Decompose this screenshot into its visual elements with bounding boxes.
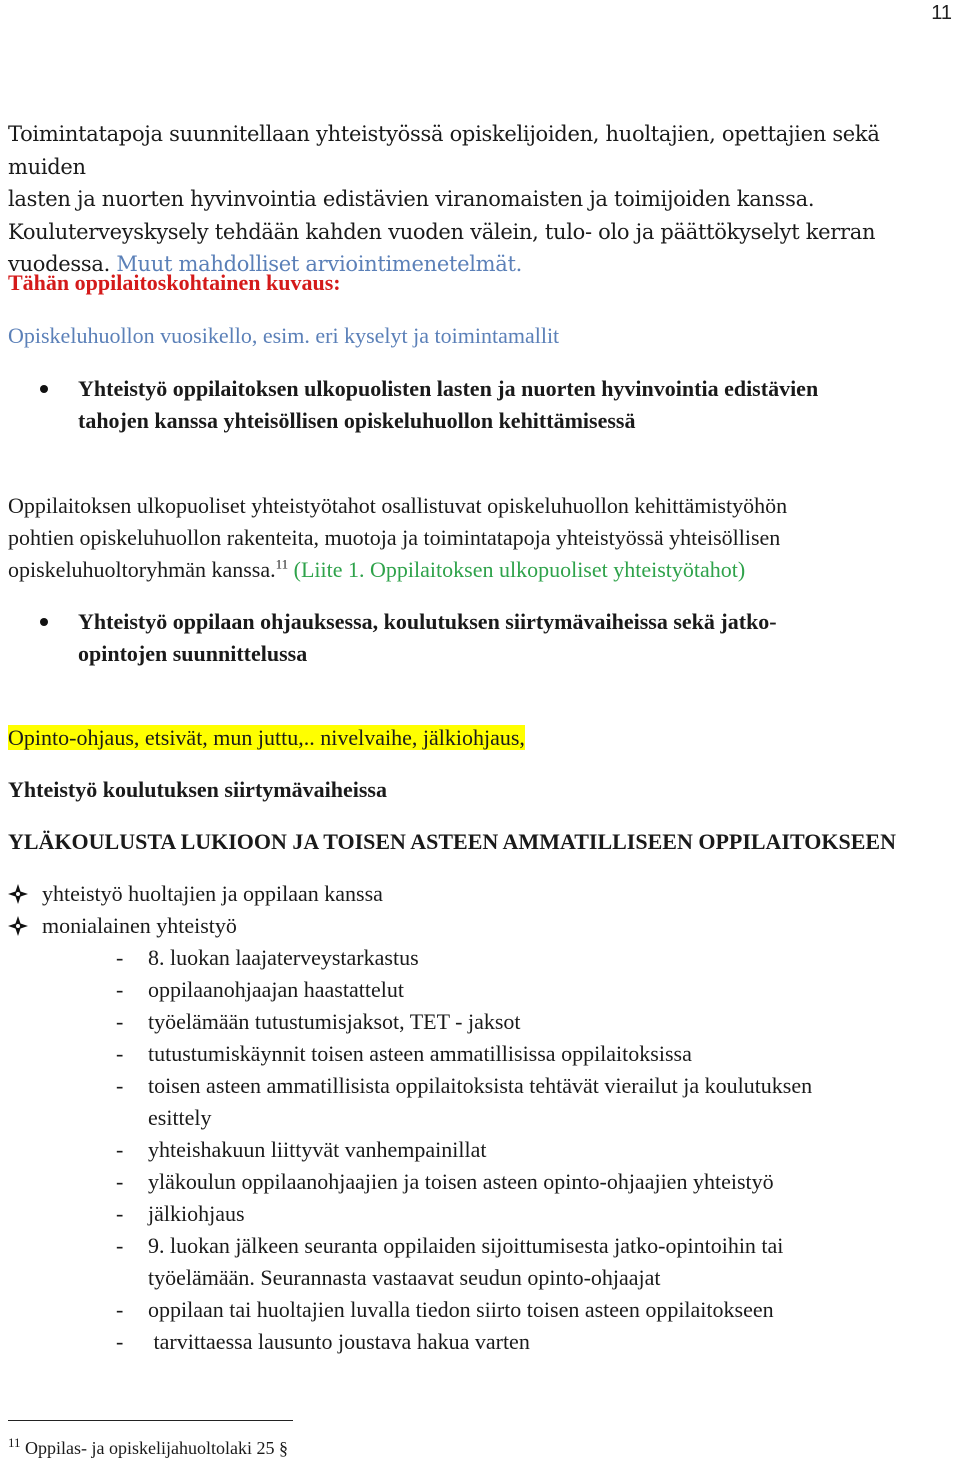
dash-item-line: tarvittaessa lausunto joustava hakua varten — [148, 1329, 530, 1354]
dash-item-line: työelämään. Seurannasta vastaavat seudun opinto-ohjaajat — [148, 1265, 661, 1290]
red-heading: Tähän oppilaitoskohtainen kuvaus: — [8, 270, 341, 295]
dash-marker: - — [116, 1297, 124, 1322]
dash-item-line: yhteishakuun liittyvät vanhempainillat — [148, 1137, 487, 1162]
calendar-note: Opiskeluhuollon vuosikello, esim. — [8, 323, 310, 348]
intro-paragraph — [8, 118, 953, 281]
bullet-dot-icon — [40, 385, 48, 393]
evaluation-methods-note: Muut mahdolliset arviointimenetelmät. — [116, 252, 523, 276]
caps-heading: YLÄKOULUSTA LUKIOON JA TOISEN ASTEEN AMMATILLISEEN OPPILAITOKSEEN — [8, 829, 896, 854]
dash-marker: - — [116, 1009, 124, 1034]
diamond-bullet-icon — [8, 884, 28, 904]
dash-item-line: oppilaanohjaajan haastattelut — [148, 977, 404, 1002]
dash-list-item — [116, 1230, 946, 1294]
intro-line: Toimintatapoja suunnitellaan yhteistyössä opiskelijoiden, huoltajien, opettajien sekä muiden — [8, 122, 880, 179]
dash-marker: - — [116, 1041, 124, 1066]
diamond-bullet-icon — [8, 916, 28, 936]
dash-item-line: tutustumiskäynnit toisen asteen ammatillisissa oppilaitoksissa — [148, 1041, 692, 1066]
paragraph-line — [8, 554, 953, 586]
diamond-item — [8, 878, 948, 910]
dash-list-item — [116, 974, 946, 1006]
paragraph-line: pohtien opiskeluhuollon rakenteita, muotoja ja toimintatapoja yhteistyössä yhteisöllisen — [8, 525, 781, 550]
dash-item-line: yläkoulun oppilaanohjaajien ja toisen asteen opinto-ohjaajien yhteistyö — [148, 1169, 774, 1194]
intro-line: Kouluterveyskysely tehdään kahden vuoden välein, tulo- olo ja päättökyselyt kerran — [8, 219, 876, 244]
dash-item-line: 8. luokan laajaterveystarkastus — [148, 945, 419, 970]
page-number: 11 — [931, 2, 952, 24]
dash-list-item — [116, 1198, 946, 1230]
dash-marker: - — [116, 1233, 124, 1258]
footnote — [8, 1432, 288, 1464]
diamond-item-text: yhteistyö huoltajien ja oppilaan kanssa — [42, 881, 383, 906]
dash-list-item — [116, 1070, 946, 1134]
bullet-line: Yhteistyö oppilaitoksen ulkopuolisten lasten ja nuorten hyvinvointia edistävien — [78, 376, 819, 401]
bullet-item — [40, 606, 955, 670]
bullet-line: Yhteistyö oppilaan ohjauksessa, koulutuksen siirtymävaiheissa sekä jatko- — [78, 609, 777, 634]
paragraph-line: Oppilaitoksen ulkopuoliset yhteistyötahot osallistuvat opiskeluhuollon kehittämistyöhön — [8, 493, 788, 518]
dash-item-line: toisen asteen ammatillisista oppilaitoksista tehtävät vierailut ja koulutuksen — [148, 1073, 813, 1098]
highlighted-text: Opinto-ohjaus, etsivät, mun juttu,.. nivelvaihe, jälkiohjaus, — [8, 725, 525, 750]
paragraph-text: opiskeluhuoltoryhmän kanssa. — [8, 557, 276, 582]
intro-line: lasten ja nuorten hyvinvointia edistävien viranomaisten ja toimijoiden kanssa. — [8, 187, 815, 211]
dash-list-item — [116, 1038, 946, 1070]
bullet-dot-icon — [40, 618, 48, 626]
highlighted-line — [8, 722, 525, 754]
dash-marker: - — [116, 1073, 124, 1098]
dash-marker: - — [116, 977, 124, 1002]
dash-list-item — [116, 1134, 946, 1166]
dash-marker: - — [116, 1329, 124, 1354]
dash-marker: - — [116, 1137, 124, 1162]
bullet-item — [40, 373, 955, 437]
footnote-reference[interactable]: 11 — [275, 556, 289, 572]
bullet-line: opintojen suunnittelussa — [78, 641, 308, 666]
cooperation-paragraph — [8, 490, 953, 586]
footnote-separator — [8, 1420, 293, 1421]
dash-list-item — [116, 1166, 946, 1198]
dash-item-line: esittely — [148, 1105, 212, 1130]
diamond-item — [8, 910, 948, 942]
dash-item-line: jälkiohjaus — [148, 1201, 245, 1226]
diamond-item-text: monialainen yhteistyö — [42, 913, 237, 938]
dash-marker: - — [116, 945, 124, 970]
section-heading: Yhteistyö koulutuksen siirtymävaiheissa — [8, 777, 387, 802]
intro-text: vuodessa. — [8, 252, 110, 276]
dash-list-item — [116, 942, 946, 974]
calendar-line — [8, 320, 559, 352]
dash-list-item — [116, 1326, 946, 1358]
dash-item-line: 9. luokan jälkeen seuranta oppilaiden sijoittumisesta jatko-opintoihin tai — [148, 1233, 784, 1258]
dash-list-item — [116, 1294, 946, 1326]
appendix-link[interactable]: (Liite 1. Oppilaitoksen ulkopuoliset yhteistyötahot) — [293, 557, 746, 582]
dash-item-line: oppilaan tai huoltajien luvalla tiedon siirto toisen asteen oppilaitokseen — [148, 1297, 774, 1322]
calendar-note-rest: eri kyselyt ja toimintamallit — [315, 323, 560, 348]
dash-marker: - — [116, 1201, 124, 1226]
footnote-text: Oppilas- ja opiskelijahuoltolaki 25 § — [25, 1438, 288, 1458]
bullet-line: tahojen kanssa yhteisöllisen opiskeluhuollon kehittämisessä — [78, 408, 636, 433]
dash-marker: - — [116, 1169, 124, 1194]
footnote-number: 11 — [8, 1435, 21, 1450]
dash-item-line: työelämään tutustumisjaksot, TET - jaksot — [148, 1009, 521, 1034]
dash-list-item — [116, 1006, 946, 1038]
